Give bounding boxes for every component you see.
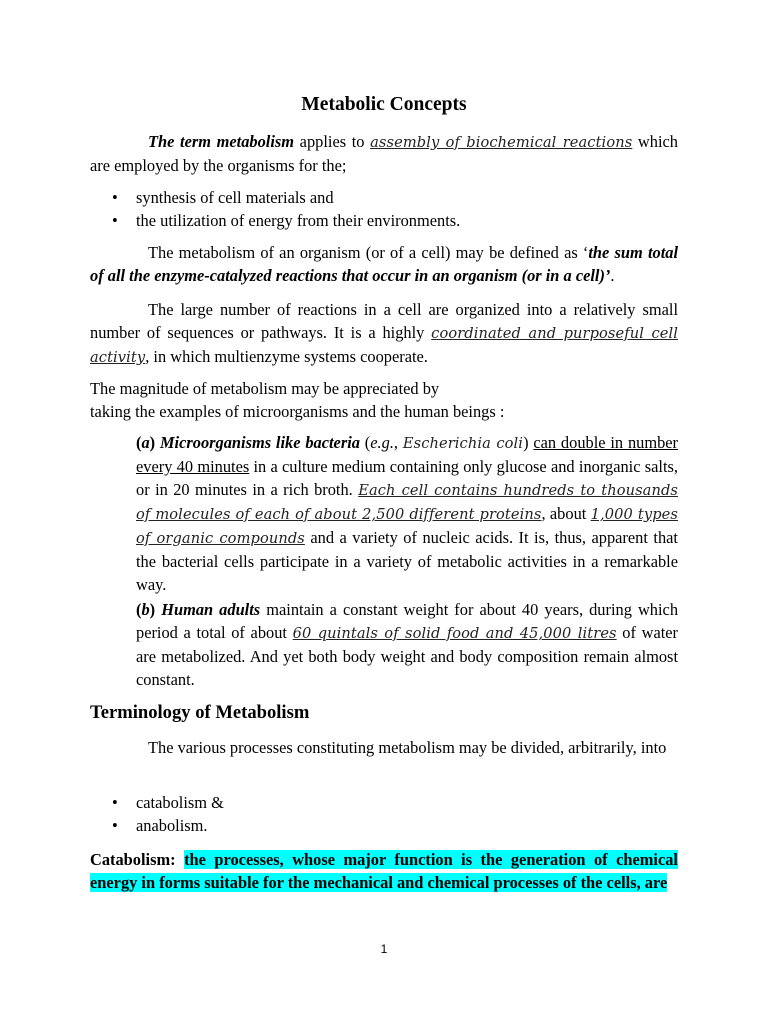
intro-text-1: applies to — [294, 132, 371, 151]
pathways-link[interactable]: coordinated and purposeful cell activity — [90, 325, 679, 366]
example-b-text-1: maintain a constant weight for about 40 years, during which period a total of about — [136, 600, 679, 642]
compounds-link[interactable]: 1,000 types of organic compounds — [136, 506, 678, 547]
catabolism-highlight: the processes, whose major function is the generation of chemical energy in forms suitable for the mechanical and chemical processes of the cells, are — [90, 850, 678, 892]
page-title: Metabolic Concepts — [301, 94, 467, 115]
pathways-paragraph — [90, 298, 678, 369]
list-item: • the utilization of energy from their environments. — [90, 209, 678, 232]
example-b-paragraph: (b) Human adults maintain a constant weight for about 40 years, during which period a total of about 60 quintals of solid food and 45,000 litres of water are metabolized. And yet both body weight and body composition remain almost constant. — [136, 600, 679, 689]
species-name: Escherichia coli — [402, 435, 524, 452]
example-a-text-2: , about — [541, 504, 591, 523]
definition-text-1: The metabolism of an organism (or of a cell) may be defined as ‘ — [148, 243, 589, 262]
terminology-heading: Terminology of Metabolism — [90, 702, 310, 723]
doubling-underline: can double in number every 40 minutes — [136, 433, 679, 476]
list-item: • synthesis of cell materials and — [90, 186, 678, 209]
list-item: • anabolism. — [90, 814, 678, 837]
example-a-text-3: and a variety of nucleic acids. It is, thus, apparent that the bacterial cells participate in a variety of metabolic activities in a remarkable way. — [136, 528, 678, 594]
example-b-heading: Human adults — [161, 600, 261, 619]
term-metabolism: The term metabolism — [148, 132, 295, 151]
eg-abbrev: e.g. — [370, 433, 394, 452]
proteins-link[interactable]: Each cell contains hundreds to thousands of molecules of each of about 2,500 different proteins — [136, 482, 678, 523]
food-link[interactable]: 60 quintals of solid food and 45,000 litres — [292, 625, 617, 642]
page-number: 1 — [380, 942, 388, 956]
intro-paragraph — [90, 130, 678, 177]
magnitude-line-2: taking the examples of microorganisms and the human beings : — [90, 402, 505, 421]
definition-bold: the sum total of all the enzyme-catalyzed reactions that occur in an organism (or in a cell)’ — [90, 243, 678, 285]
intro-text-2: which are employed by the organisms for the; — [90, 132, 678, 175]
purpose-list — [90, 186, 678, 232]
example-b-label: b — [141, 600, 150, 619]
terminology-paragraph: The various processes constituting metabolism may be divided, arbitrarily, into — [148, 738, 667, 757]
example-a-text-1: in a culture medium containing only glucose and inorganic salts, or in 20 minutes in a rich broth. — [136, 457, 678, 499]
metabolism-divisions-list — [90, 791, 678, 837]
pathways-text-2: , in which multienzyme systems cooperate. — [145, 347, 428, 366]
pathways-text-1: The large number of reactions in a cell are organized into a relatively small number of sequences or pathways. It is a highly — [90, 300, 678, 342]
example-a-label: a — [141, 433, 150, 452]
catabolism-paragraph — [90, 848, 678, 894]
definition-text-2: . — [610, 266, 615, 285]
catabolism-label: Catabolism: — [90, 850, 176, 869]
list-item: • catabolism & — [90, 791, 678, 814]
example-a-heading: Microorganisms like bacteria — [159, 433, 360, 452]
intro-link[interactable]: assembly of biochemical reactions — [370, 134, 633, 151]
magnitude-paragraph — [90, 377, 678, 423]
example-a-paragraph: (a) Microorganisms like bacteria (e.g., Escherichia coli) can double in number every 40 minutes in a culture medium containing only glucose and inorganic salts, or in 20 minutes in a rich broth. Each cell contains hundreds to thousands of molecules of each of about 2,500 different proteins, about 1,000 types of organic compounds and a variety of nucleic acids. It is, thus, apparent that the bacterial cells participate in a variety of metabolic activities in a remarkable way. — [136, 433, 679, 594]
definition-paragraph — [90, 241, 678, 287]
example-b-text-2: of water are metabolized. And yet both body weight and body composition remain almost constant. — [136, 623, 679, 689]
magnitude-line-1: The magnitude of metabolism may be appreciated by — [90, 379, 440, 398]
